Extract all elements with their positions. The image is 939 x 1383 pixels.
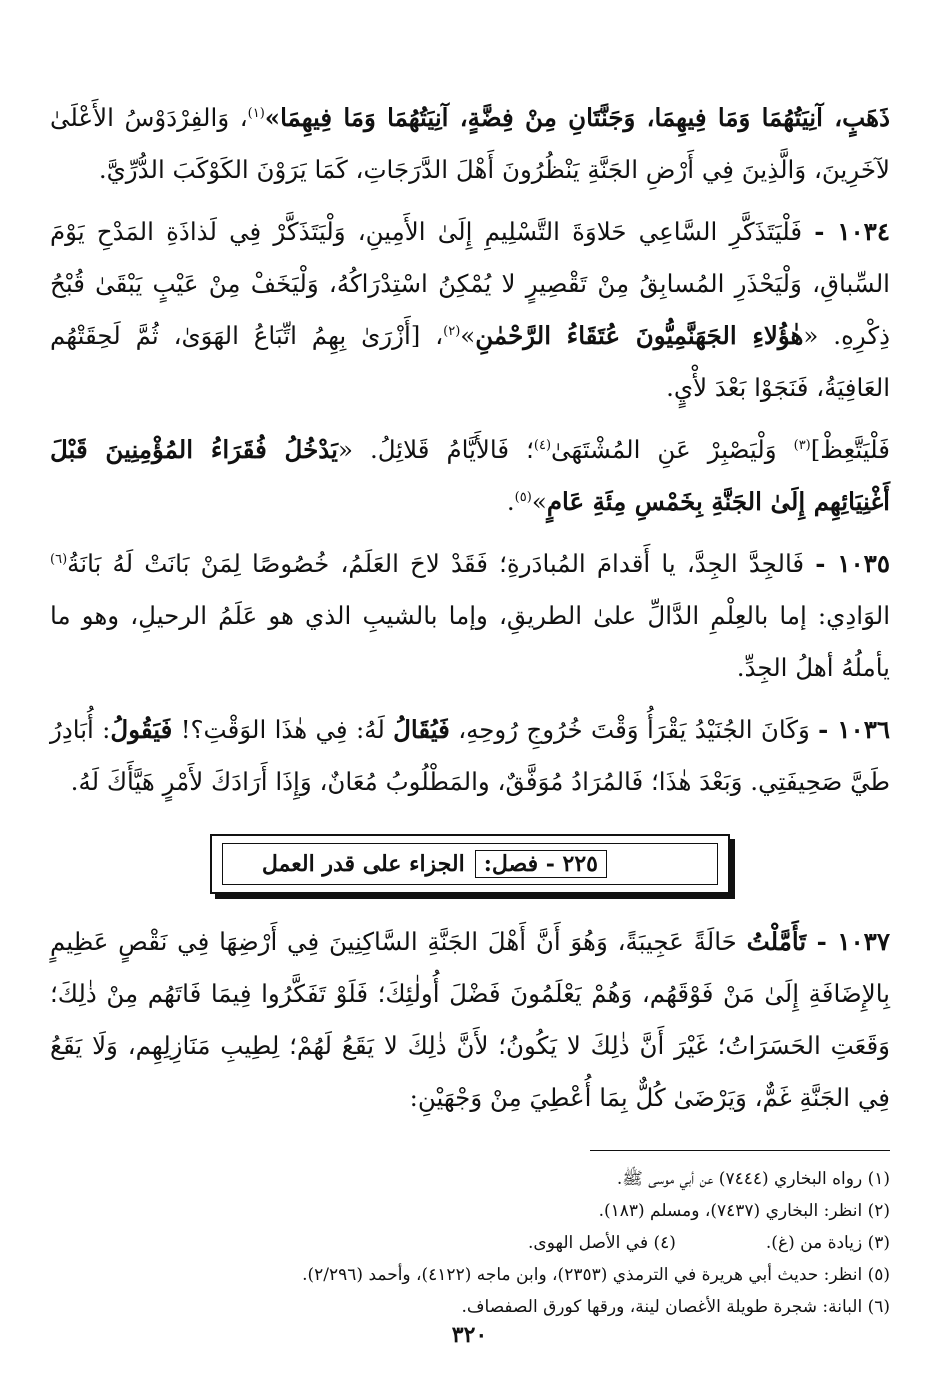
hadith-text: ذَهَبٍ، آنِيَتُهُمَا وَمَا فِيهِمَا، وَجَنَّتَانِ مِنْ فِضَّةٍ، آنِيَتُهُمَا وَمَا فِيهِمَا» (264, 103, 891, 132)
footnotes (50, 1163, 890, 1323)
footnote-ref[interactable]: (٢) (443, 323, 461, 339)
page-body (50, 92, 890, 1323)
paragraph-text: وَلْيَصْبِرْ عَنِ المُشْتَهَىٰ (551, 435, 794, 464)
paragraph-text: فَلْيَتَذَكَّرِ السَّاعِي حَلاوَةَ التَّسْلِيمِ إِلَىٰ الأَمِينِ، وَلْيَتَذَكَّرْ فِي لَذاذَةِ المَدْحِ يَوْمَ السِّباقِ، وَلْيَحْذَرِ المُسابِقُ مِنْ تَقْصِيرٍ لا يُمْكِنُ اسْتِدْرَاكُهُ، وَلْيَخَفْ مِنْ عَيْبٍ يَبْقَىٰ قُبْحُ ذِكْرِهِ. « (50, 217, 891, 350)
paragraph-text: ، وَالفِرْدَوْسُ الأَعْلَىٰ لآخَرِينَ، وَالَّذِينَ فِي أَرْضِ الجَنَّةِ يَنْظُرُونَ أَهْلَ الدَّرَجَاتِ، كَمَا يَرَوْنَ الكَوْكَبَ الدُّرِّيَّ. (50, 103, 890, 184)
footnote-ref[interactable]: (١) (247, 105, 265, 121)
paragraph-text: ، [أَزْرَىٰ بِهِمُ اتِّبَاعُ الهَوَىٰ، ثُمَّ لَحِقَتْهُم العَافِيَةُ، فَنَجَوْا بَعْدَ لأْيٍ. (50, 321, 890, 402)
footnote-ref[interactable]: (٥) (514, 489, 532, 505)
section-heading (222, 843, 718, 885)
section-label: ٢٢٥ - فصل: (475, 850, 607, 878)
hadith-text: يَدْخُلُ فُقَرَاءُ المُؤْمِنِينَ قَبْلَ أَغْنِيَائِهِم إِلَىٰ الجَنَّةِ بِخَمْسِ مِئَةِ عَامٍ (50, 435, 890, 516)
paragraph-1034 (50, 206, 890, 414)
footnote-6: (٦) البانة: شجرة طويلة الأغصان لينة، ورقها كورق الصفصاف. (461, 1297, 890, 1317)
footnote-4: (٤) في الأصل الهوى. (528, 1233, 676, 1253)
paragraph-continuation-2 (50, 424, 890, 528)
paragraph-number: ١٠٣٧ - (816, 927, 890, 956)
emphasis-text: فَيُقَالُ (393, 715, 450, 744)
footnote-divider (590, 1150, 890, 1151)
footnote-3: (٣) زيادة من (غ). (765, 1233, 890, 1253)
paragraph-number: ١٠٣٦ - (818, 715, 891, 744)
footnote-ref[interactable]: (٤) (533, 437, 552, 453)
footnote-row (50, 1227, 890, 1259)
page-number: ٣٢٠ (451, 1322, 488, 1348)
paragraph-text: فَالجِدَّ الجِدَّ، يا أَقدامَ المُبادَرةِ؛ فَقَدْ لاحَ العَلَمُ، خُصُوصًا لِمَنْ بَانَتْ لَهُ بَانَةُ (67, 549, 816, 578)
footnote-5: (٥) انظر: حديث أبي هريرة في الترمذي (٢٣٥٣)، وابن ماجه (٤١٢٢)، وأحمد (٢/٢٩٦). (302, 1265, 890, 1285)
footnote-ref[interactable]: (٣) (793, 437, 811, 453)
paragraph-text: فَلْيَتَّعِظْ] (810, 435, 890, 464)
paragraph-1035 (50, 538, 890, 694)
paragraph-text: . (506, 487, 515, 516)
paragraph-text: حَالَةً عَجِيبَةً، وَهُوَ أَنَّ أَهْلَ الجَنَّةِ السَّاكِنِينَ فِي أَرْضِهَا فِي نَقْصٍ عَظِيمٍ بِالإِضَافَةِ إِلَىٰ مَنْ فَوْقَهُم، وَهُمْ يَعْلَمُونَ فَضْلَ أُولٰئِكَ؛ فَلَوْ تَفَكَّرُوا فِيمَا فَاتَهُم مِنْ ذٰلِكَ؛ وَقَعَتِ الحَسَرَاتُ؛ غَيْرَ أَنَّ ذٰلِكَ لا يَكُونُ؛ لأَنَّ ذٰلِكَ لا يَقَعُ لَهُمْ؛ لِطِيبِ مَنَازِلِهِم، وَلَا يَقَعُ فِي الجَنَّةِ غَمٌّ، وَيَرْضَىٰ كُلٌّ بِمَا أُعْطِيَ مِنْ وَجْهَيْنِ: (50, 927, 890, 1112)
quote-mark: » (460, 321, 476, 350)
paragraph-number: ١٠٣٥ - (815, 549, 890, 578)
paragraph-text: وَكَانَ الجُنَيْدُ يَقْرَأُ وَقْتَ خُرُوجِ رُوحِهِ، (449, 715, 819, 744)
paragraph-number: ١٠٣٤ - (814, 217, 890, 246)
paragraph-text: الوَادِي: إما بالعِلْمِ الدَّالِّ علىٰ الطريقِ، وإما بالشيبِ الذي هو عَلَمُ الرحيلِ، وهو ما يأملُهُ أهلُ الجِدِّ. (50, 601, 890, 682)
paragraph-text: : أُبَادِرُ طَيَّ صَحِيفَتِي. وَبَعْدَ هٰذَا؛ فَالمُرَادُ مُوَفَّقٌ، والمَطْلُوبُ مُعَانٌ، وَإِذَا أَرَادَكَ لأَمْرٍ هَيَّأَكَ لَهُ. (50, 715, 890, 796)
hadith-text: هٰؤُلاءِ الجَهَنَّمِيُّونَ عُتَقَاءُ الرَّحْمٰنِ (475, 321, 804, 350)
section-heading-box (210, 834, 730, 894)
paragraph-1036 (50, 704, 890, 808)
footnote-1: (١) رواه البخاري (٧٤٤٤) عن أبي موسى ﷺ. (616, 1169, 890, 1189)
emphasis-text: فَيَقُولُ (110, 715, 173, 744)
paragraph-1037 (50, 916, 890, 1124)
paragraph-text: لَهُ: فِي هٰذَا الوَقْتِ؟! (172, 715, 394, 744)
quote-mark: » (531, 487, 547, 516)
paragraph-text: ؛ فَالأَيَّامُ قَلائِلُ. « (337, 435, 534, 464)
emphasis-text: تَأَمَّلْتُ (746, 927, 817, 956)
footnote-2: (٢) انظر: البخاري (٧٤٣٧)، ومسلم (١٨٣). (598, 1201, 890, 1221)
paragraph-continuation (50, 92, 890, 196)
footnote-ref[interactable]: (٦) (50, 551, 68, 567)
section-title: الجزاء على قدر العمل (261, 851, 465, 877)
